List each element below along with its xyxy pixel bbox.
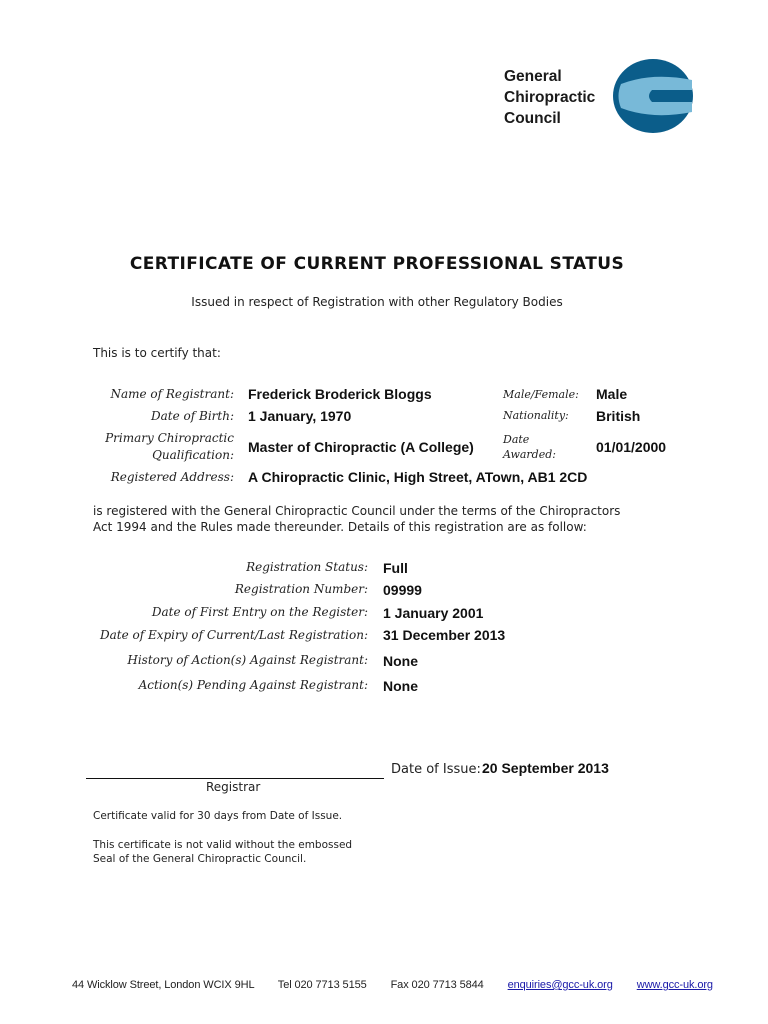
dob-value: 1 January, 1970 <box>248 408 352 424</box>
name-value: Frederick Broderick Bloggs <box>248 386 432 402</box>
sex-value: Male <box>596 386 628 402</box>
registration-status-label: Registration Status: <box>246 560 368 574</box>
history-actions-label: History of Action(s) Against Registrant: <box>127 653 368 667</box>
gcc-logo-icon <box>612 58 694 134</box>
first-entry-label: Date of First Entry on the Register: <box>151 605 368 619</box>
footer <box>72 979 713 991</box>
signature-line <box>86 778 384 779</box>
expiry-label: Date of Expiry of Current/Last Registration: <box>99 628 368 642</box>
validity-note: Certificate valid for 30 days from Date of Issue. <box>93 810 343 822</box>
registration-status-value: Full <box>383 560 408 576</box>
expiry-value: 31 December 2013 <box>383 627 506 643</box>
date-awarded-label-2: Awarded: <box>503 448 556 461</box>
certificate-title: CERTIFICATE OF CURRENT PROFESSIONAL STATUS <box>129 254 625 274</box>
certificate-subtitle: Issued in respect of Registration with other Regulatory Bodies <box>191 295 563 309</box>
date-awarded-value: 01/01/2000 <box>596 439 667 455</box>
seal-note-line-1: This certificate is not valid without the embossed <box>93 839 353 851</box>
qualification-value: Master of Chiropractic (A College) <box>248 439 474 455</box>
footer-website-link[interactable]: www.gcc-uk.org <box>636 979 713 991</box>
footer-fax: Fax 020 7713 5844 <box>390 979 484 991</box>
pending-actions-label: Action(s) Pending Against Registrant: <box>138 678 368 692</box>
address-label: Registered Address: <box>110 470 234 484</box>
registration-number-label: Registration Number: <box>234 582 368 596</box>
name-label: Name of Registrant: <box>110 387 234 401</box>
seal-note-line-2: Seal of the General Chiropractic Council. <box>93 853 307 865</box>
org-name-line-2: Chiropractic <box>504 89 596 106</box>
footer-email-link[interactable]: enquiries@gcc-uk.org <box>507 979 613 991</box>
issue-date-value: 20 September 2013 <box>482 760 609 776</box>
qualification-label-1: Primary Chiropractic <box>105 431 234 445</box>
intro-text: This is to certify that: <box>93 346 221 360</box>
nationality-value: British <box>596 408 641 424</box>
registration-statement <box>93 503 693 535</box>
pending-actions-value: None <box>383 678 418 694</box>
dob-label: Date of Birth: <box>151 409 234 423</box>
footer-tel: Tel 020 7713 5155 <box>277 979 367 991</box>
footer-address: 44 Wicklow Street, London WCIX 9HL <box>72 979 255 991</box>
issue-date-label: Date of Issue: <box>391 762 481 777</box>
date-awarded-label-1: Date <box>503 433 530 446</box>
history-actions-value: None <box>383 653 418 669</box>
address-value: A Chiropractic Clinic, High Street, ATown, AB1 2CD <box>248 469 588 485</box>
org-name-line-3: Council <box>504 110 561 127</box>
qualification-label-2: Qualification: <box>152 448 234 462</box>
registration-statement-line-1: is registered with the General Chiropractic Council under the terms of the Chiropractors <box>93 504 621 518</box>
org-name-line-1: General <box>504 68 562 85</box>
registrar-label: Registrar <box>206 780 261 794</box>
sex-label: Male/Female: <box>503 388 579 401</box>
registration-number-value: 09999 <box>383 582 422 598</box>
org-name <box>504 66 595 129</box>
nationality-label: Nationality: <box>503 409 569 422</box>
registration-statement-line-2: Act 1994 and the Rules made thereunder. Details of this registration are as follow: <box>93 520 587 534</box>
first-entry-value: 1 January 2001 <box>383 605 484 621</box>
